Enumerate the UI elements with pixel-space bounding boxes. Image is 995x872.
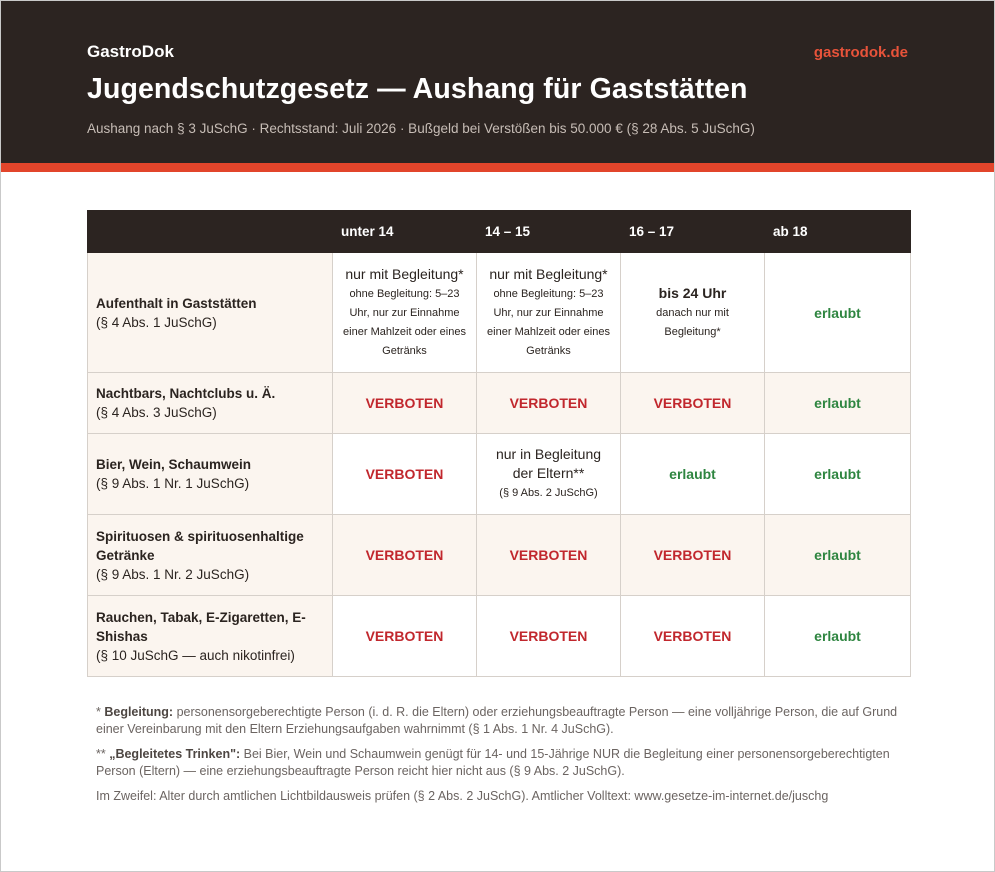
page-title: Jugendschutzgesetz — Aushang für Gaststätten: [87, 73, 748, 105]
status-forbidden: VERBOTEN: [365, 547, 444, 563]
row-header: [88, 253, 333, 373]
cell-note: ohne Begleitung: 5–23 Uhr, nur zur Einnahme einer Mahlzeit oder eines Getränks: [343, 287, 466, 357]
cell-note: (§ 9 Abs. 2 JuSchG): [499, 487, 598, 499]
table-cell: [621, 434, 765, 515]
footnotes: [96, 704, 906, 813]
row-header: [88, 434, 333, 515]
table-header-row: [88, 211, 911, 253]
brand-name: GastroDok: [87, 42, 174, 61]
status-forbidden: VERBOTEN: [365, 628, 444, 644]
column-header-under-14: unter 14: [333, 211, 477, 253]
table-cell: [765, 373, 911, 434]
footnote-id-check: Im Zweifel: Alter durch amtlichen Lichtbildausweis prüfen (§ 2 Abs. 2 JuSchG). Amtlicher Volltext: www.gesetze-im-internet.de/juschg: [96, 789, 829, 803]
table-cell: [477, 373, 621, 434]
status-forbidden: VERBOTEN: [653, 628, 732, 644]
table-cell: [621, 596, 765, 677]
table-row: [88, 515, 911, 596]
cell-note: ohne Begleitung: 5–23 Uhr, nur zur Einnahme einer Mahlzeit oder eines Getränks: [487, 287, 610, 357]
footnote-marker: **: [96, 747, 110, 761]
footnote-text: personensorgeberechtigte Person (i. d. R. die Eltern) oder erziehungsbeauftragte Person — eine volljährige Person, die auf Grund einer Vereinbarung mit den Eltern Erziehungsaufgaben wahrnimmt (§ 1 Abs. 1 Nr. 4 JuSchG).: [96, 705, 898, 736]
table-row: [88, 434, 911, 515]
footnote-label: Begleitung:: [104, 705, 174, 719]
status-forbidden: VERBOTEN: [653, 547, 732, 563]
footnote-label: „Begleitetes Trinken":: [109, 747, 241, 761]
footnote-text: Bei Bier, Wein und Schaumwein genügt für 14- und 15-Jährige NUR die Begleitung einer personensorgeberechtigten Person (Eltern) — eine erziehungsbeauftragte Person reicht hier nicht aus (§ 9 Abs. 2 JuSchG).: [96, 747, 890, 778]
cell-main: nur mit Begleitung*: [489, 265, 608, 282]
table-cell: [477, 515, 621, 596]
status-allowed: erlaubt: [814, 547, 861, 563]
status-allowed: erlaubt: [814, 628, 861, 644]
table-row: [88, 373, 911, 434]
status-forbidden: VERBOTEN: [653, 395, 732, 411]
column-header-category: [88, 211, 333, 253]
table-row: [88, 596, 911, 677]
table-row: [88, 253, 911, 373]
accent-stripe: [1, 163, 994, 172]
cell-main: nur mit Begleitung*: [345, 265, 464, 282]
table-cell: [765, 253, 911, 373]
row-title: Bier, Wein, Schaumwein: [96, 457, 252, 472]
footnote-accompanied-drinking: [96, 746, 906, 780]
row-header: [88, 373, 333, 434]
table-cell: [621, 373, 765, 434]
status-allowed: erlaubt: [814, 466, 861, 482]
table-cell: [765, 434, 911, 515]
row-title: Aufenthalt in Gaststätten: [96, 295, 257, 311]
table-cell: [477, 596, 621, 677]
table-cell: [765, 515, 911, 596]
status-forbidden: VERBOTEN: [365, 395, 444, 411]
table-cell: [477, 253, 621, 373]
row-reference: (§ 4 Abs. 3 JuSchG): [96, 405, 217, 420]
status-forbidden: VERBOTEN: [509, 628, 588, 644]
row-header: [88, 515, 333, 596]
row-title: Nachtbars, Nachtclubs u. Ä.: [96, 386, 276, 401]
table-cell: [477, 434, 621, 515]
cell-main: nur in Begleitung der Eltern**: [495, 446, 602, 481]
rules-table: [87, 210, 911, 677]
table-cell: [333, 373, 477, 434]
page-subtitle: Aushang nach § 3 JuSchG · Rechtsstand: Juli 2026 · Bußgeld bei Verstößen bis 50.000 € (§ 28 Abs. 5 JuSchG): [87, 121, 755, 136]
status-forbidden: VERBOTEN: [509, 547, 588, 563]
status-allowed: erlaubt: [669, 466, 716, 482]
status-allowed: erlaubt: [814, 395, 861, 411]
status-forbidden: VERBOTEN: [509, 395, 588, 411]
table-cell: [621, 515, 765, 596]
table-cell: [765, 596, 911, 677]
table-cell: [333, 515, 477, 596]
footnote-accompaniment: [96, 704, 906, 738]
row-title: Rauchen, Tabak, E-Zigaretten, E-Shishas: [96, 609, 306, 644]
column-header-18-plus: ab 18: [765, 211, 911, 253]
cell-main: bis 24 Uhr: [658, 284, 727, 301]
table-cell: [333, 596, 477, 677]
cell-note: danach nur mit Begleitung*: [656, 306, 729, 338]
table-cell: [621, 253, 765, 373]
table-cell: [333, 253, 477, 373]
table-cell: [333, 434, 477, 515]
row-reference: (§ 10 JuSchG — auch nikotinfrei): [96, 647, 295, 663]
row-title: Spirituosen & spirituosenhaltige Getränke: [96, 528, 304, 563]
row-header: [88, 596, 333, 677]
header-banner: [1, 1, 994, 163]
row-reference: (§ 4 Abs. 1 JuSchG): [96, 314, 217, 330]
column-header-16-17: 16 – 17: [621, 211, 765, 253]
site-link[interactable]: gastrodok.de: [813, 44, 908, 61]
column-header-14-15: 14 – 15: [477, 211, 621, 253]
status-forbidden: VERBOTEN: [365, 466, 444, 482]
footnote-marker: *: [96, 705, 105, 719]
row-reference: (§ 9 Abs. 1 Nr. 1 JuSchG): [96, 476, 250, 491]
status-allowed: erlaubt: [814, 304, 861, 321]
row-reference: (§ 9 Abs. 1 Nr. 2 JuSchG): [96, 566, 250, 582]
